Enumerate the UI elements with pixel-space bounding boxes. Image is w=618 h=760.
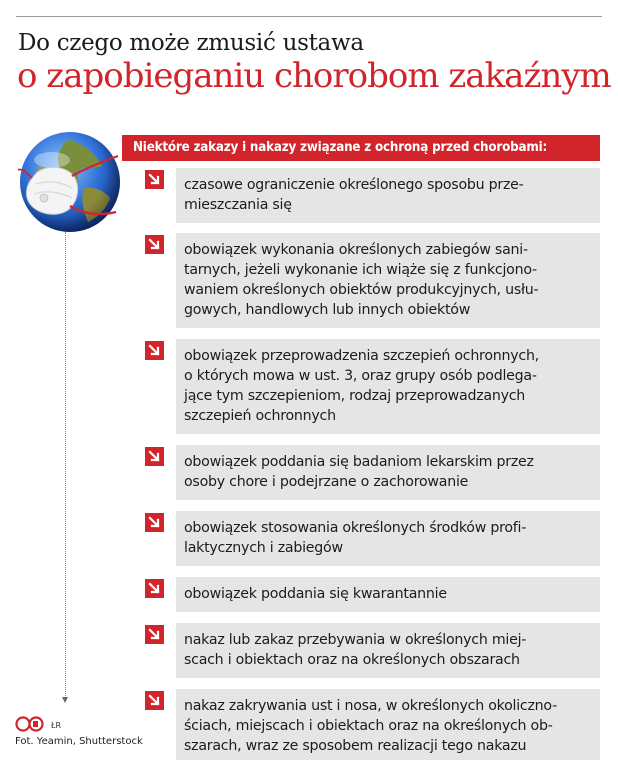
arrow-down-right-icon [145,579,164,598]
list-header: Niektóre zakazy i nakazy związane z ochroną przed chorobami: [122,135,600,161]
list-item [145,511,600,566]
list-item [145,445,600,500]
list-item-text: nakaz lub zakaz przebywania w określonych miej- scach i obiektach oraz na określonych obszarach [184,632,527,668]
publisher-logo-icon [15,716,45,732]
globe-mask-photo [10,126,126,234]
arrow-down-right-icon [145,625,164,644]
headline-line-2: o zapobieganiu chorobom zakaźnym [17,56,611,96]
list-item-box [176,689,600,760]
top-rule [16,16,602,17]
arrow-down-right-icon [145,170,164,189]
arrow-down-right-icon [145,691,164,710]
list-item [145,339,600,434]
list-item-text: nakaz zakrywania ust i nosa, w określonych okoliczno- ściach, miejscach i obiektach oraz na określonych ob- szarach, wraz ze sposobem realizacji tego nakazu [184,698,557,754]
list-item-text: obowiązek poddania się kwarantannie [184,586,447,602]
arrow-down-right-icon [145,447,164,466]
list-item [145,168,600,223]
list-item-text: obowiązek stosowania określonych środków profi- laktycznych i zabiegów [184,520,527,556]
arrow-down-right-icon [145,513,164,532]
list-item [145,233,600,328]
author-initials: ŁR [51,721,62,730]
arrow-down-right-icon [145,341,164,360]
list-item-text: czasowe ograniczenie określonego sposobu prze- mieszczania się [184,177,524,213]
arrow-down-right-icon [145,235,164,254]
list-item-text: obowiązek wykonania określonych zabiegów sani- tarnych, jeżeli wykonanie ich wiąże się z funkcjono- waniem określonych obiektów produkcyjnych, usłu- gowych, handlowych lub innych obiektów [184,242,539,318]
list-item-box [176,233,600,328]
list-item-box [176,168,600,223]
list-item-box [176,445,600,500]
guide-arrow-icon [62,697,68,703]
list-item-text: obowiązek poddania się badaniom lekarskim przez osoby chore i podejrzane o zachorowanie [184,454,534,490]
list-item-text: obowiązek przeprowadzenia szczepień ochronnych, o których mowa w ust. 3, oraz grupy osób podlega- jące tym szczepieniom, rodzaj przeprowadzanych szczepień ochronnych [184,348,539,424]
list-item-box [176,623,600,678]
list-item [145,623,600,678]
photo-credit: Fot. Yeamin, Shutterstock [15,736,143,747]
list-item-box [176,577,600,612]
list-item-box [176,511,600,566]
list-item [145,577,600,612]
list-item-box [176,339,600,434]
list-item [145,689,600,760]
headline-line-1: Do czego może zmusić ustawa [18,30,364,56]
restrictions-list [145,168,600,760]
dotted-guide-line [65,232,66,698]
